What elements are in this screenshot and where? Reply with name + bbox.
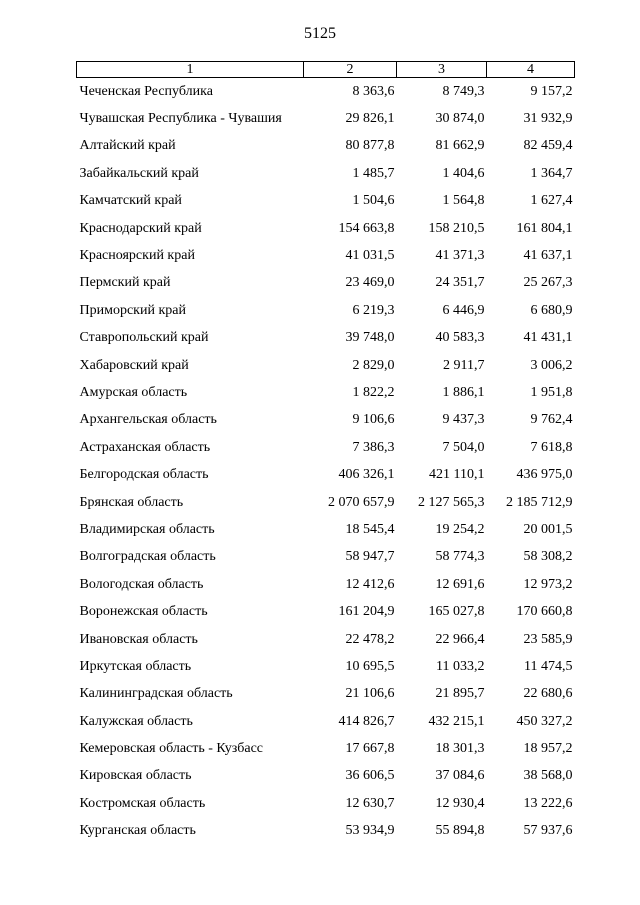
- table-row: [77, 489, 575, 516]
- value-col2-cell: 18 545,4: [345, 521, 395, 537]
- value-col3-cell: 12 691,6: [435, 576, 485, 592]
- table-row: [77, 818, 575, 845]
- value-col4-cell: 23 585,9: [523, 631, 573, 647]
- value-col2-cell: 23 469,0: [345, 275, 395, 291]
- region-name-cell: Калининградская область: [79, 686, 233, 702]
- table-row: [77, 325, 575, 352]
- value-col3-cell: 41 371,3: [435, 248, 485, 264]
- value-col4-cell: 41 637,1: [523, 248, 573, 264]
- table-row: [77, 270, 575, 297]
- value-col3-cell: 6 446,9: [442, 302, 485, 318]
- value-col4-cell: 161 804,1: [516, 220, 573, 236]
- table-row: [77, 735, 575, 762]
- table-row: [77, 78, 575, 106]
- value-col4-cell: 9 762,4: [530, 412, 573, 428]
- region-name-cell: Брянская область: [79, 494, 184, 510]
- table-row: [77, 461, 575, 488]
- value-col4-cell: 1 627,4: [530, 193, 573, 209]
- value-col3-cell: 11 033,2: [436, 658, 485, 674]
- table-row: [77, 133, 575, 160]
- region-name-cell: Астраханская область: [79, 439, 211, 455]
- table-row: [77, 598, 575, 625]
- value-col3-cell: 421 110,1: [429, 467, 485, 483]
- value-col3-cell: 1 886,1: [442, 384, 485, 400]
- data-table: [76, 61, 575, 845]
- table-row: [77, 626, 575, 653]
- table-header: [77, 62, 575, 78]
- value-col4-cell: 450 327,2: [516, 713, 573, 729]
- table-row: [77, 160, 575, 187]
- value-col2-cell: 41 031,5: [345, 248, 395, 264]
- region-name-cell: Забайкальский край: [79, 165, 199, 181]
- value-col4-cell: 25 267,3: [523, 275, 573, 291]
- value-col3-cell: 2 127 565,3: [418, 494, 485, 510]
- value-col3-cell: 1 404,6: [442, 165, 485, 181]
- value-col4-cell: 436 975,0: [516, 467, 573, 483]
- value-col2-cell: 58 947,7: [345, 549, 395, 565]
- value-col2-cell: 12 630,7: [345, 795, 395, 811]
- table-row: [77, 571, 575, 598]
- table-body: [77, 78, 575, 845]
- table-row: [77, 379, 575, 406]
- region-name-cell: Архангельская область: [79, 412, 217, 428]
- region-name-cell: Калужская область: [79, 713, 193, 729]
- region-name-cell: Краснодарский край: [79, 220, 202, 236]
- column-header-4: 4: [487, 62, 575, 78]
- value-col2-cell: 1 822,2: [352, 384, 395, 400]
- value-col4-cell: 170 660,8: [516, 604, 573, 620]
- value-col3-cell: 2 911,7: [443, 357, 485, 373]
- value-col4-cell: 6 680,9: [530, 302, 573, 318]
- region-name-cell: Воронежская область: [79, 604, 208, 620]
- value-col3-cell: 7 504,0: [442, 439, 485, 455]
- table-row: [77, 653, 575, 680]
- value-col4-cell: 41 431,1: [523, 330, 573, 346]
- value-col4-cell: 1 364,7: [530, 165, 573, 181]
- value-col3-cell: 21 895,7: [435, 686, 485, 702]
- table-row: [77, 434, 575, 461]
- region-name-cell: Кировская область: [79, 768, 192, 784]
- value-col2-cell: 80 877,8: [345, 138, 395, 154]
- region-name-cell: Чувашская Республика - Чувашия: [79, 111, 282, 127]
- table-row: [77, 188, 575, 215]
- value-col2-cell: 39 748,0: [345, 330, 395, 346]
- value-col3-cell: 8 749,3: [442, 83, 485, 99]
- value-col3-cell: 40 583,3: [435, 330, 485, 346]
- value-col3-cell: 12 930,4: [435, 795, 485, 811]
- value-col2-cell: 7 386,3: [352, 439, 395, 455]
- table-row: [77, 297, 575, 324]
- value-col4-cell: 57 937,6: [523, 823, 573, 839]
- value-col2-cell: 29 826,1: [345, 111, 395, 127]
- value-col4-cell: 82 459,4: [523, 138, 573, 154]
- value-col2-cell: 22 478,2: [345, 631, 395, 647]
- value-col3-cell: 58 774,3: [435, 549, 485, 565]
- value-col3-cell: 19 254,2: [435, 521, 485, 537]
- value-col4-cell: 3 006,2: [530, 357, 573, 373]
- region-name-cell: Алтайский край: [79, 138, 176, 154]
- value-col4-cell: 18 957,2: [523, 741, 573, 757]
- value-col3-cell: 24 351,7: [435, 275, 485, 291]
- value-col3-cell: 1 564,8: [442, 193, 485, 209]
- value-col4-cell: 20 001,5: [523, 521, 573, 537]
- page-number: 5125: [304, 25, 336, 42]
- table-row: [77, 544, 575, 571]
- column-header-3: 3: [397, 62, 487, 78]
- value-col2-cell: 161 204,9: [338, 604, 395, 620]
- region-name-cell: Амурская область: [79, 384, 188, 400]
- table-row: [77, 763, 575, 790]
- header-row: [77, 62, 575, 78]
- region-name-cell: Владимирская область: [79, 521, 215, 537]
- table-row: [77, 708, 575, 735]
- region-name-cell: Приморский край: [79, 302, 186, 318]
- table-row: [77, 215, 575, 242]
- value-col2-cell: 2 829,0: [352, 357, 395, 373]
- column-header-2: 2: [304, 62, 397, 78]
- value-col4-cell: 1 951,8: [530, 384, 573, 400]
- value-col4-cell: 7 618,8: [530, 439, 573, 455]
- region-name-cell: Курганская область: [79, 823, 196, 839]
- region-name-cell: Костромская область: [79, 795, 206, 811]
- value-col2-cell: 10 695,5: [345, 658, 395, 674]
- value-col3-cell: 30 874,0: [435, 111, 485, 127]
- value-col3-cell: 9 437,3: [442, 412, 485, 428]
- table-row: [77, 681, 575, 708]
- value-col4-cell: 12 973,2: [523, 576, 573, 592]
- region-name-cell: Вологодская область: [79, 576, 204, 592]
- value-col3-cell: 81 662,9: [435, 138, 485, 154]
- value-col2-cell: 6 219,3: [352, 302, 395, 318]
- region-name-cell: Белгородская область: [79, 467, 209, 483]
- value-col2-cell: 17 667,8: [345, 741, 395, 757]
- region-name-cell: Кемеровская область - Кузбасс: [79, 741, 264, 757]
- value-col4-cell: 9 157,2: [530, 83, 573, 99]
- value-col2-cell: 53 934,9: [345, 823, 395, 839]
- value-col3-cell: 22 966,4: [435, 631, 485, 647]
- table-row: [77, 105, 575, 132]
- column-header-1: 1: [77, 62, 304, 78]
- value-col2-cell: 1 485,7: [352, 165, 395, 181]
- value-col2-cell: 21 106,6: [345, 686, 395, 702]
- value-col2-cell: 414 826,7: [338, 713, 395, 729]
- value-col4-cell: 38 568,0: [523, 768, 573, 784]
- region-name-cell: Красноярский край: [79, 248, 195, 264]
- value-col4-cell: 11 474,5: [524, 658, 573, 674]
- table-row: [77, 407, 575, 434]
- value-col2-cell: 154 663,8: [338, 220, 395, 236]
- region-name-cell: Пермский край: [79, 275, 171, 291]
- region-name-cell: Иркутская область: [79, 658, 192, 674]
- region-name-cell: Чеченская Республика: [79, 83, 213, 99]
- value-col2-cell: 1 504,6: [352, 193, 395, 209]
- region-name-cell: Камчатский край: [79, 193, 182, 209]
- table-row: [77, 352, 575, 379]
- region-name-cell: Хабаровский край: [79, 357, 189, 373]
- value-col2-cell: 8 363,6: [352, 83, 395, 99]
- value-col3-cell: 37 084,6: [435, 768, 485, 784]
- region-name-cell: Ставропольский край: [79, 330, 209, 346]
- value-col3-cell: 55 894,8: [435, 823, 485, 839]
- value-col3-cell: 432 215,1: [428, 713, 485, 729]
- value-col2-cell: 36 606,5: [345, 768, 395, 784]
- value-col4-cell: 2 185 712,9: [506, 494, 573, 510]
- value-col2-cell: 12 412,6: [345, 576, 395, 592]
- value-col4-cell: 58 308,2: [523, 549, 573, 565]
- table-row: [77, 790, 575, 817]
- value-col4-cell: 31 932,9: [523, 111, 573, 127]
- value-col2-cell: 9 106,6: [352, 412, 395, 428]
- table-row: [77, 516, 575, 543]
- value-col2-cell: 406 326,1: [338, 467, 395, 483]
- value-col3-cell: 165 027,8: [428, 604, 485, 620]
- table-row: [77, 242, 575, 269]
- region-name-cell: Ивановская область: [79, 631, 198, 647]
- value-col4-cell: 13 222,6: [523, 795, 573, 811]
- value-col2-cell: 2 070 657,9: [328, 494, 395, 510]
- region-name-cell: Волгоградская область: [79, 549, 216, 565]
- value-col3-cell: 18 301,3: [435, 741, 485, 757]
- value-col4-cell: 22 680,6: [523, 686, 573, 702]
- value-col3-cell: 158 210,5: [428, 220, 485, 236]
